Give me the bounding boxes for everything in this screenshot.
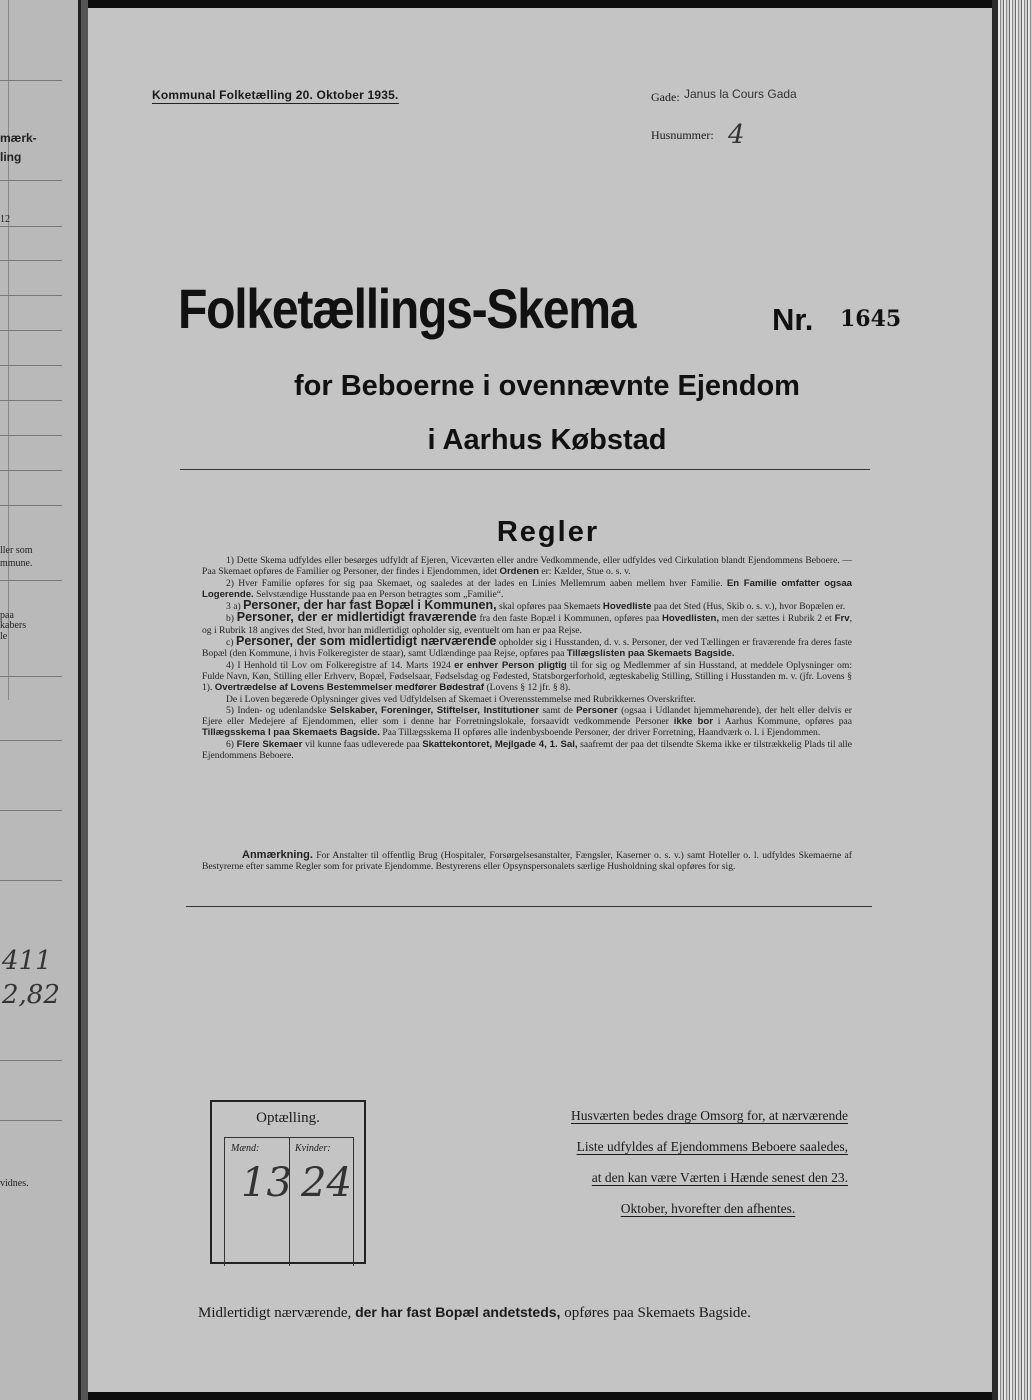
left-fragment: vidnes. (0, 1178, 29, 1189)
previous-page-rule (0, 365, 62, 366)
women-count: 24 (301, 1160, 352, 1206)
previous-page-rule (0, 505, 62, 506)
rules-text (202, 555, 852, 761)
previous-page-rule (0, 810, 62, 811)
street-label: Gade: (651, 90, 680, 104)
rule-4: 4) I Henhold til Lov om Folkeregistre af 14. Marts 1924 er enhver Person pligtig til for sig og Medlemmer af sin Husstand, at meddele Oplysninger om: Fulde Navn, Køn, Stilling eller Erhverv, Bopæl, Fødselsaar, Fødselsdag og Fødested, Statsborgerforhold, ægteskabelig Stilling, Stilling i Husstanden m. v. (jfr. Lovens § 1). Overtrædelse af Lovens Bestemmelser medfører Bødestraf (Lovens § 12 jfr. § 8). (202, 659, 852, 694)
men-count: 13 (241, 1160, 292, 1206)
rule-3b: b) Personer, der er midlertidigt fraværende fra den faste Bopæl i Kommunen, opføres paa Hovedlisten, men der sættes i Rubrik 2 et Frv, og i Rubrik 18 angives det Sted, hvor han midlertidigt opholder sig, eventuelt om han er paa Rejse. (202, 610, 852, 636)
previous-page-rule (0, 740, 62, 741)
previous-page-rule (0, 80, 62, 81)
remark-paragraph (202, 850, 852, 873)
street-value: Janus la Cours Gada (684, 87, 797, 101)
landlord-notice-line: Oktober, hvorefter den afhentes. (620, 1201, 796, 1216)
previous-page-margin-line (8, 0, 9, 700)
landlord-notice-line: at den kan være Værten i Hænde senest den 23. (591, 1170, 848, 1185)
previous-page-strip (0, 0, 81, 1400)
form-title: Folketællings-Skema (178, 277, 636, 340)
previous-page-rule (0, 1060, 62, 1061)
rule-1: 1) Dette Skema udfyldes eller besørges udfyldt af Ejeren, Viceværten eller andre Vedkommende, eller udfyldes ved Cirkulation blandt Ejendommens Beboere. — Paa Skemaet opføres de Familier og Personer, der findes i Ejendommen, idet Ordenen er: Kælder, Stue o. s. v. (202, 555, 852, 578)
landlord-notice-line: Liste udfyldes af Ejendommens Beboere saaledes, (576, 1139, 848, 1154)
previous-page-rule (0, 1120, 62, 1121)
handwritten-fragment: 411 (2, 946, 52, 976)
census-form-page (88, 8, 992, 1392)
left-fragment: 12 (0, 214, 10, 225)
house-number-label: Husnummer: (651, 128, 714, 142)
left-fragment: paa (0, 610, 14, 621)
form-number-label: Nr. (772, 302, 814, 337)
previous-page-rule (0, 226, 62, 227)
footer-bold-text: der har fast Bopæl andetsteds, (355, 1304, 561, 1320)
remark-text: For Anstalter til offentlig Brug (Hospitaler, Forsørgelsesanstalter, Fængsler, Kaserner o. s. v.) samt Hoteller o. l. udfyldes Skemaerne af Bestyrerne efter samme Regler som for private Ejendomme. Bestyrerens eller Opsynspersonalets særlige Husholdning skal opføres for sig. (202, 850, 852, 873)
left-fragment: kabers (0, 620, 27, 631)
rule-2: 2) Hver Familie opføres for sig paa Skemaet, og saaledes at der lades en Linies Mellemrum aaben mellem hver Familie. En Familie omfatter ogsaa Logerende. Selvstændige Husstande paa en Person betragtes som „Familie“. (202, 577, 852, 600)
rule-5: 5) Inden- og udenlandske Selskaber, Foreninger, Stiftelser, Institutioner samt de Personer (ogsaa i Udlandet hjemmehørende), der helt eller delvis er Ejere eller Medejere af Ejendommen, eller som i denne har Forretningslokale, forsaavidt vedkommende Personer ikke bor i Aarhus Kommune, opføres paa Tillægsskema I paa Skemaets Bagside. Paa Tillægsskema II opføres alle indenbysboende Personer, der driver Forretning, Haandværk o. l. i Ejendommen. (202, 704, 853, 739)
left-fragment: mmune. (0, 558, 33, 569)
footer-note (198, 1304, 751, 1322)
count-box-grid (224, 1137, 354, 1266)
remark-divider (186, 906, 872, 907)
left-fragment: le (0, 631, 8, 642)
landlord-notice (508, 1100, 848, 1224)
rule-3c: c) Personer, der som midlertidigt nærværende opholder sig i Husstanden, d. v. s. Personer, der ved Tællingen er fraværende fra deres faste Bopæl (den Kommune, i hvis Folkeregister de staar), samt Udlændinge paa Rejse, opføres paa Tillægslisten paa Skemaets Bagside. (202, 634, 853, 660)
count-box-title: Optælling. (256, 1110, 320, 1126)
footer-text: Midlertidigt nærværende, (198, 1305, 352, 1321)
previous-page-rule (0, 580, 62, 581)
rule-3a: 3 a) Personer, der har fast Bopæl i Kommunen, skal opføres paa Skemaets Hovedliste paa det Sted (Hus, Skib o. s. v.), hvor Bopælen er. (226, 598, 846, 613)
men-label: Mænd: (231, 1143, 260, 1154)
book-page-edges (992, 0, 1032, 1400)
previous-page-rule (0, 260, 62, 261)
form-subtitle-city: i Aarhus Købstad (427, 424, 667, 456)
form-subtitle: for Beboerne i ovennævnte Ejendom (294, 370, 800, 402)
page-edge-shadow (992, 0, 998, 1400)
previous-page-rule (0, 880, 62, 881)
previous-page-rule (0, 435, 62, 436)
previous-page-rule (0, 400, 62, 401)
remark-lead: Anmærkning. (242, 849, 313, 861)
census-header: Kommunal Folketælling 20. Oktober 1935. (152, 88, 399, 102)
rules-heading: Regler (496, 516, 600, 548)
book-gutter (81, 0, 88, 1400)
title-divider (180, 469, 870, 470)
form-number-value: 1645 (840, 306, 902, 332)
previous-page-rule (0, 330, 62, 331)
handwritten-fragment: 2,82 (2, 980, 60, 1010)
rule-4b: De i Loven begærede Oplysninger gives ved Udfyldelsen af Skemaet i Overensstemmelse med Rubrikkernes Overskrifter. (226, 693, 696, 705)
house-number-value: 4 (728, 120, 745, 150)
count-box (210, 1100, 366, 1264)
women-label: Kvinder: (295, 1143, 331, 1154)
left-fragment: mærk- (0, 131, 37, 145)
previous-page-rule (0, 676, 62, 677)
left-fragment: ling (0, 150, 22, 164)
rule-6: 6) Flere Skemaer vil kunne faas udleverede paa Skattekontoret, Mejlgade 4, 1. Sal, saafremt der paa det tilsendte Skema ikke er tilstrækkelig Plads til alle Ejendommens Beboere. (202, 738, 852, 762)
previous-page-rule (0, 180, 62, 181)
footer-text: opføres paa Skemaets Bagside. (564, 1305, 751, 1321)
landlord-notice-line: Husværten bedes drage Omsorg for, at nærværende (570, 1108, 848, 1123)
left-fragment: ller som (0, 545, 33, 556)
previous-page-rule (0, 470, 62, 471)
previous-page-rule (0, 295, 62, 296)
